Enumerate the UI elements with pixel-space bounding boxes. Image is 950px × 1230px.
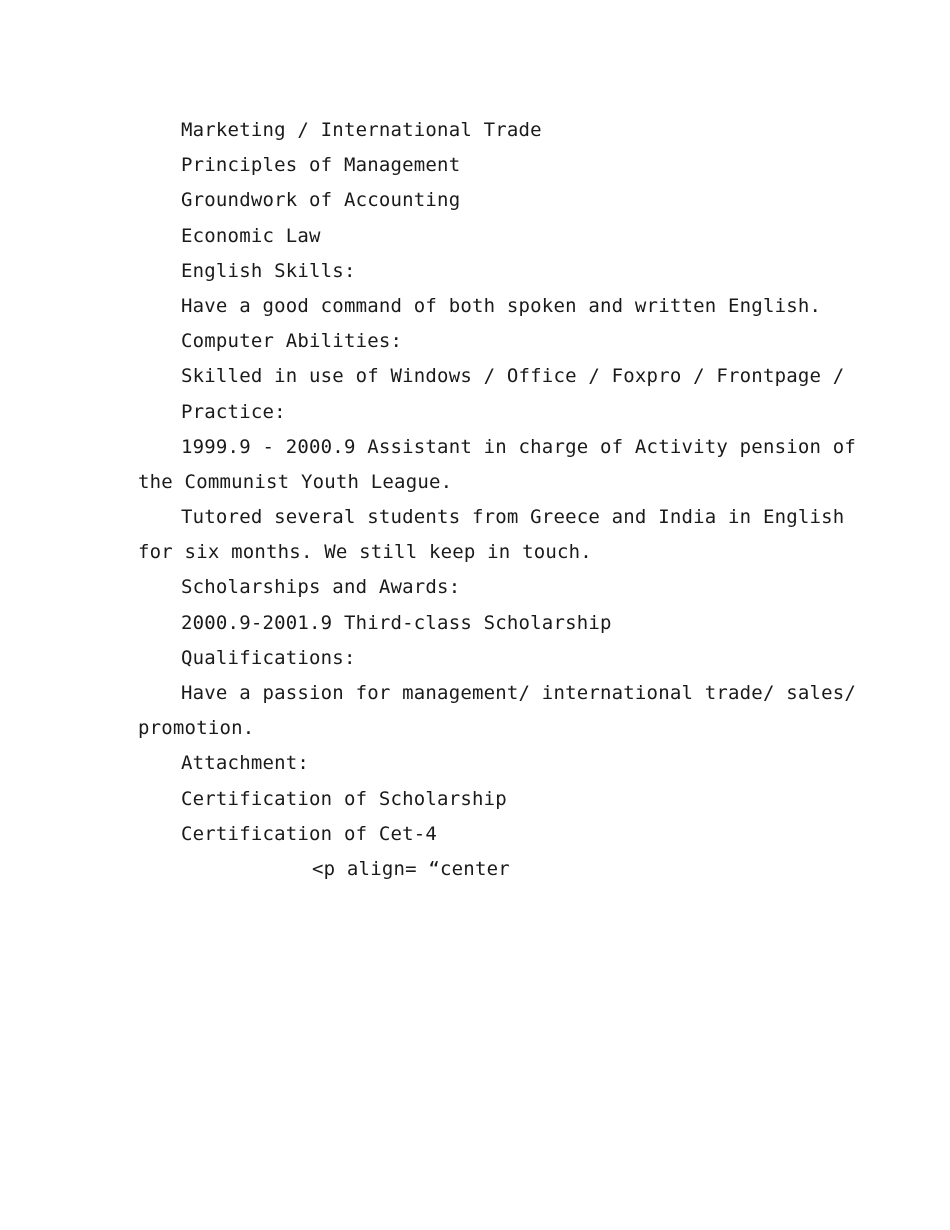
text-line: Have a passion for management/ international trade/ sales/ — [181, 682, 857, 704]
text-line: Have a good command of both spoken and written English. — [181, 294, 822, 317]
document-body — [138, 113, 857, 887]
text-line: Computer Abilities: — [181, 330, 403, 353]
text-line: English Skills: — [181, 259, 356, 282]
text-line: Qualifications: — [181, 646, 356, 669]
text-line: promotion. — [138, 717, 255, 740]
text-line: Practice: — [181, 400, 286, 423]
text-line: 2000.9-2001.9 Third-class Scholarship — [181, 611, 612, 634]
text-line: Tutored several students from Greece and India in English — [181, 506, 845, 529]
text-line: Marketing / International Trade — [181, 119, 542, 141]
text-line: 1999.9 - 2000.9 Assistant in charge of Activity pension of — [181, 435, 857, 458]
text-line: Scholarships and Awards: — [181, 576, 461, 599]
text-line: Groundwork of Accounting — [181, 189, 461, 212]
text-line: Attachment: — [181, 752, 310, 775]
text-line: <p align= “center — [312, 857, 510, 880]
text-line: for six months. We still keep in touch. — [138, 541, 592, 564]
text-line: Skilled in use of Windows / Office / Foxpro / Frontpage / — [181, 365, 845, 388]
text-line: the Communist Youth League. — [138, 470, 453, 493]
text-line: Certification of Scholarship — [181, 787, 507, 810]
text-line: Principles of Management — [181, 154, 461, 177]
text-line: Certification of Cet-4 — [181, 822, 438, 845]
text-line: Economic Law — [181, 224, 321, 247]
